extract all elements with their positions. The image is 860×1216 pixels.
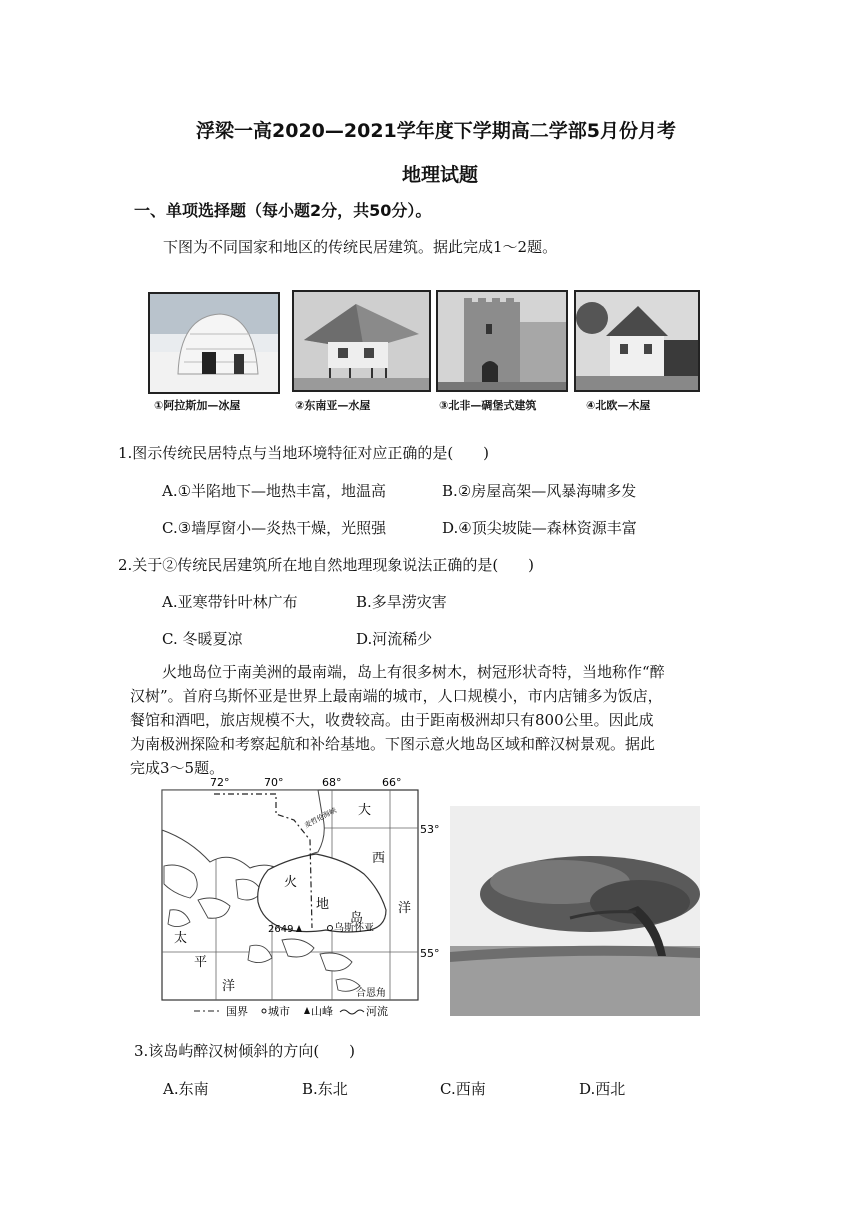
q2-option-d: D.河流稀少: [356, 630, 433, 648]
legend-peak-symbol: [304, 1007, 310, 1014]
longitude-label: 66°: [382, 776, 402, 789]
passage-line: 为南极洲探险和考察起航和补给基地。下图示意火地岛区域和醉汉树景观。据此: [130, 735, 656, 753]
island-label: 地: [316, 897, 330, 912]
q3-option-c: C.西南: [440, 1080, 486, 1098]
longitude-label: 72°: [210, 776, 230, 789]
passage-line: 餐馆和酒吧，旅店规模不大，收费较高。由于距南极洲却只有800公里。因此成: [130, 711, 654, 729]
pacific-label: 平: [194, 955, 208, 970]
wooden-house-caption: ④北欧—木屋: [586, 399, 651, 412]
atlantic-label: 西: [372, 851, 386, 866]
q3-stem: 3.该岛屿醉汉树倾斜的方向( ): [134, 1042, 356, 1060]
peak-label: 2649: [268, 924, 294, 935]
city-label: 乌斯怀亚: [334, 923, 374, 934]
island-label: 火: [284, 875, 298, 890]
q2-option-b: B.多旱涝灾害: [356, 593, 447, 611]
q3-option-b: B.东北: [302, 1080, 348, 1098]
tierra-del-fuego-map: [150, 770, 450, 1020]
fortress-caption: ③北非—碉堡式建筑: [439, 399, 537, 412]
water-house-photo: [292, 290, 431, 392]
legend-border-label: 国界: [226, 1005, 248, 1018]
longitude-label: 68°: [322, 776, 342, 789]
wooden-house-photo: [574, 290, 700, 392]
q3-option-a: A.东南: [163, 1080, 209, 1098]
q1-option-d: D.④顶尖坡陡—森林资源丰富: [442, 519, 637, 537]
igloo-photo: [148, 292, 280, 394]
legend-city-label: 城市: [268, 1005, 290, 1018]
q1-option-c: C.③墙厚窗小—炎热干燥，光照强: [162, 519, 387, 537]
pacific-label: 洋: [222, 979, 236, 994]
legend-river-symbol: [340, 1010, 364, 1014]
city-symbol: [328, 926, 333, 931]
atlantic-label: 洋: [398, 901, 412, 916]
q3-option-d: D.西北: [579, 1080, 626, 1098]
island-label: 岛: [350, 911, 364, 926]
igloo-caption: ①阿拉斯加—冰屋: [154, 399, 241, 412]
section-intro: 下图为不同国家和地区的传统民居建筑。据此完成1～2题。: [163, 238, 558, 256]
legend-city-symbol: [262, 1009, 266, 1013]
pacific-label: 太: [174, 931, 188, 946]
q2-option-c: C. 冬暖夏凉: [162, 630, 243, 648]
cape-label: 合恩角: [356, 988, 386, 999]
drunken-tree-photo: [450, 806, 700, 1016]
fortress-photo: [436, 290, 568, 392]
atlantic-label: 大: [358, 803, 372, 818]
legend-peak-label: 山峰: [311, 1005, 333, 1018]
water-house-caption: ②东南亚—水屋: [295, 399, 371, 412]
longitude-label: 70°: [264, 776, 284, 789]
page-subtitle: 地理试题: [402, 164, 479, 186]
passage-line: 汉树”。首府乌斯怀亚是世界上最南端的城市，人口规模小，市内店铺多为饭店，: [130, 687, 663, 705]
latitude-label: 55°: [420, 947, 440, 960]
q2-stem: 2.关于②传统民居建筑所在地自然地理现象说法正确的是( ): [118, 556, 535, 574]
strait-label: 麦哲伦海峡: [303, 806, 338, 830]
page-title: 浮梁一高2020—2021学年度下学期高二学部5月份月考: [196, 120, 676, 142]
section-heading: 一、单项选择题（每小题2分，共50分）。: [134, 201, 432, 220]
passage-line: 火地岛位于南美洲的最南端，岛上有很多树木，树冠形状奇特，当地称作“醉: [162, 663, 665, 681]
latitude-label: 53°: [420, 823, 440, 836]
passage-line: 完成3～5题。: [130, 759, 225, 777]
legend-river-label: 河流: [366, 1005, 388, 1018]
q1-option-a: A.①半陷地下—地热丰富，地温高: [162, 482, 387, 500]
q1-stem: 1.图示传统民居特点与当地环境特征对应正确的是( ): [118, 444, 490, 462]
q2-option-a: A.亚寒带针叶林广布: [162, 593, 298, 611]
q1-option-b: B.②房屋高架—风暴海啸多发: [442, 482, 637, 500]
